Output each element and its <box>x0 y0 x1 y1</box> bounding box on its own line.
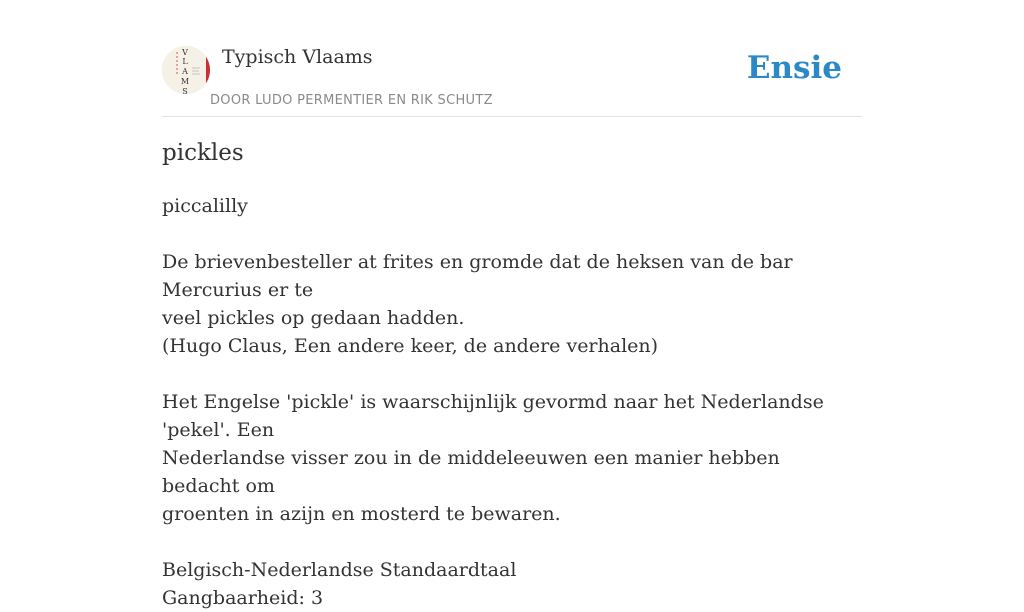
header <box>162 0 862 117</box>
logo-letter: M <box>180 77 190 86</box>
entry-title: pickles <box>162 140 244 166</box>
text-line: veel pickles op gedaan hadden. <box>162 307 465 329</box>
page-container <box>162 0 862 609</box>
paragraph-gap <box>162 528 862 556</box>
text-line: Nederlandse visser zou in de middeleeuwen een manier hebben bedacht om <box>162 447 780 497</box>
logo-letter: A <box>182 67 188 76</box>
paragraph-gap <box>162 220 862 248</box>
text-line: piccalilly <box>162 195 248 217</box>
logo-letter: L <box>182 57 188 66</box>
text-line: Gangbaarheid: 3 <box>162 587 324 609</box>
text-line: groenten in azijn en mosterd te bewaren. <box>162 503 561 525</box>
logo-letter: V <box>182 48 188 57</box>
text-line: Het Engelse 'pickle' is waarschijnlijk gevormd naar het Nederlandse 'pekel'. Een <box>162 391 824 441</box>
book-logo[interactable] <box>162 46 210 94</box>
book-authors: DOOR LUDO PERMENTIER EN RIK SCHUTZ <box>210 93 493 108</box>
entry-paragraph <box>162 192 862 220</box>
entry-paragraph <box>162 388 862 528</box>
text-line: Belgisch-Nederlandse Standaardtaal <box>162 559 517 581</box>
text-line: De brievenbesteller at frites en gromde dat de heksen van de bar Mercurius er te <box>162 251 793 301</box>
logo-letter: S <box>182 87 188 94</box>
paragraph-gap <box>162 360 862 388</box>
entry-paragraph <box>162 248 862 360</box>
brand-logo-link[interactable]: Ensie <box>746 50 842 86</box>
citation-line: (Hugo Claus, Een andere keer, de andere verhalen) <box>162 335 659 357</box>
book-cover-icon <box>162 46 210 94</box>
entry-paragraph <box>162 556 862 612</box>
book-title[interactable]: Typisch Vlaams <box>222 46 373 68</box>
entry-body <box>162 192 862 612</box>
